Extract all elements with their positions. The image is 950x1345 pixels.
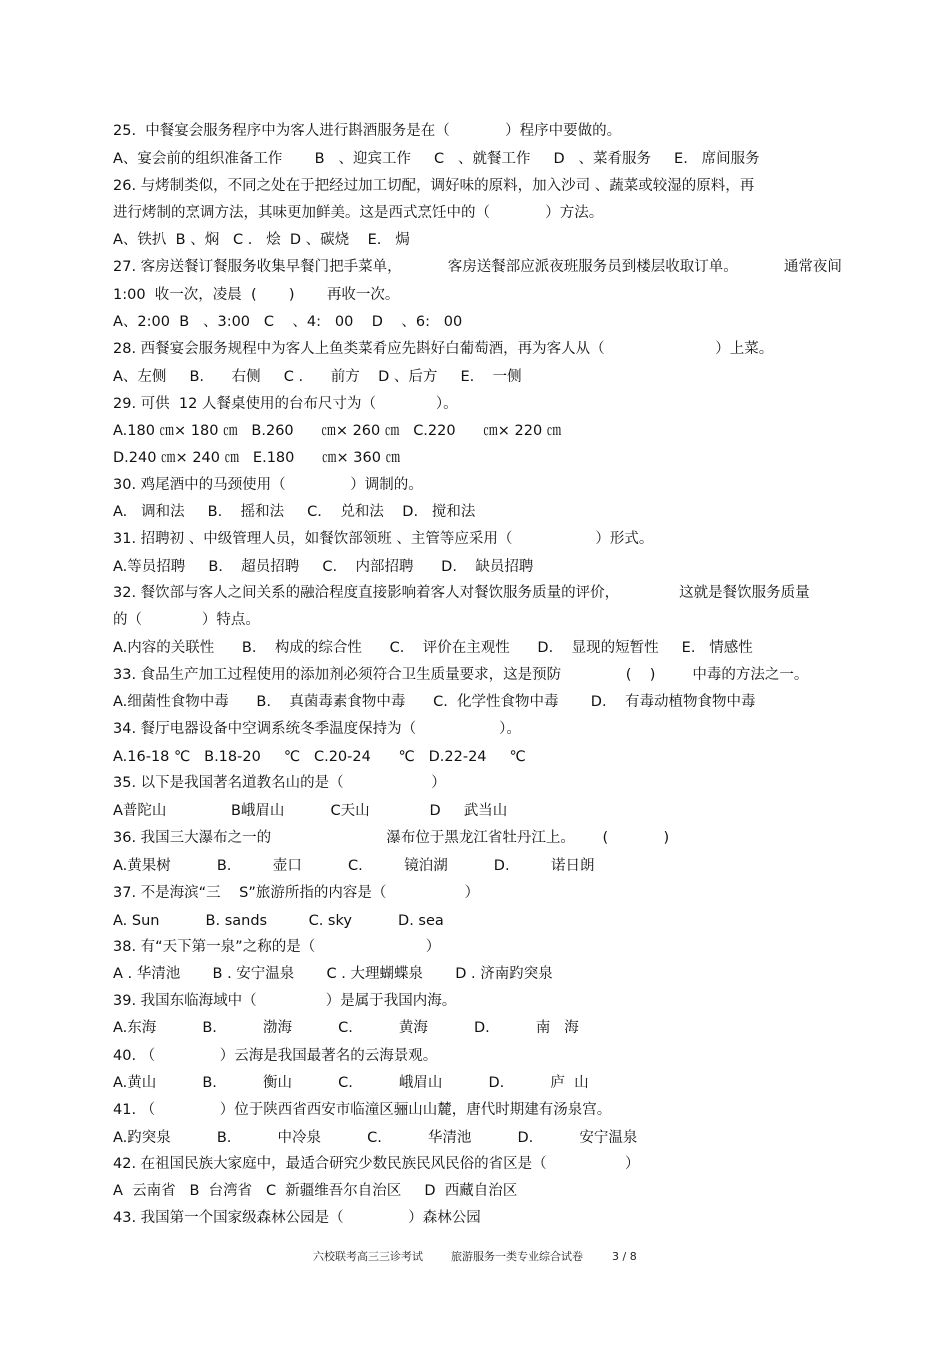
question-39: 39. 我国东临海域中（ ）是属于我国内海。 (113, 993, 457, 1009)
options-32: A.内容的关联性 B. 构成的综合性 C. 评价在主观性 D. 显现的短暂性 E. 情感性 (113, 640, 753, 656)
question-25: 25. 中餐宴会服务程序中为客人进行斟酒服务是在（ ）程序中要做的。 (113, 123, 622, 139)
options-38: A . 华清池 B . 安宁温泉 C . 大理蝴蝶泉 D . 济南趵突泉 (113, 966, 553, 982)
question-31: 31. 招聘初 、中级管理人员，如餐饮部领班 、主管等应采用（ ）形式。 (113, 531, 654, 547)
options-30: A. 调和法 B. 摇和法 C. 兑和法 D. 搅和法 (113, 504, 476, 520)
options-29-b: D.240 ㎝× 240 ㎝ E.180 ㎝× 360 ㎝ (113, 450, 401, 466)
question-43: 43. 我国第一个国家级森林公园是（ ）森林公园 (113, 1210, 481, 1226)
question-27-cont: 1:00 收一次，凌晨 ( ) 再收一次。 (113, 287, 400, 303)
footer-exam-name: 六校联考高三三诊考试 (313, 1250, 423, 1263)
options-34: A.16-18 ℃ B.18-20 ℃ C.20-24 ℃ D.22-24 ℃ (113, 749, 526, 765)
footer-page-number: 3 / 8 (612, 1250, 637, 1263)
question-26-cont: 进行烤制的烹调方法，其味更加鲜美。这是西式烹饪中的（ ）方法。 (113, 205, 604, 221)
question-32: 32. 餐饮部与客人之间关系的融洽程度直接影响着客人对餐饮服务质量的评价， 这就是餐饮服务质量 (113, 585, 810, 601)
options-31: A.等员招聘 B. 超员招聘 C. 内部招聘 D. 缺员招聘 (113, 559, 534, 575)
question-32-cont: 的（ ）特点。 (113, 612, 260, 628)
options-33: A.细菌性食物中毒 B. 真菌毒素食物中毒 C. 化学性食物中毒 D. 有毒动植物食物中毒 (113, 694, 756, 710)
options-26: A、铁扒 B 、焖 C . 烩 D 、碳烧 E. 焗 (113, 232, 410, 248)
question-38: 38. 有“天下第一泉”之称的是（ ） (113, 939, 441, 955)
question-26: 26. 与烤制类似，不同之处在于把经过加工切配，调好味的原料，加入沙司 、蔬菜或较湿的原料，再 (113, 178, 755, 194)
question-35: 35. 以下是我国著名道教名山的是（ ） (113, 775, 446, 791)
question-29: 29. 可供 12 人餐桌使用的台布尺寸为（ ）。 (113, 396, 458, 412)
options-36: A.黄果树 B. 壶口 C. 镜泊湖 D. 诺日朗 (113, 858, 595, 874)
options-28: A、左侧 B. 右侧 C . 前方 D 、后方 E. 一侧 (113, 369, 522, 385)
question-28: 28. 西餐宴会服务规程中为客人上鱼类菜肴应先斟好白葡萄酒，再为客人从（ ）上菜。 (113, 341, 774, 357)
options-35: A普陀山 B峨眉山 C天山 D 武当山 (113, 803, 508, 819)
options-42: A 云南省 B 台湾省 C 新疆维吾尔自治区 D 西藏自治区 (113, 1183, 518, 1199)
question-41: 41. （ ）位于陕西省西安市临潼区骊山山麓，唐代时期建有汤泉宫。 (113, 1102, 612, 1118)
options-39: A.东海 B. 渤海 C. 黄海 D. 南 海 (113, 1020, 579, 1036)
question-42: 42. 在祖国民族大家庭中，最适合研究少数民族民风民俗的省区是（ ） (113, 1156, 640, 1172)
question-36: 36. 我国三大瀑布之一的 瀑布位于黑龙江省牡丹江上。 ( ) (113, 830, 670, 846)
question-40: 40. （ ）云海是我国最著名的云海景观。 (113, 1048, 438, 1064)
question-27: 27. 客房送餐订餐服务收集早餐门把手菜单， 客房送餐部应派夜班服务员到楼层收取订单。 通常夜间 (113, 259, 842, 275)
page-footer (0, 1249, 950, 1265)
options-27: A、2:00 B 、3:00 C 、4: 00 D 、6: 00 (113, 314, 463, 330)
options-40: A.黄山 B. 衡山 C. 峨眉山 D. 庐 山 (113, 1075, 589, 1091)
footer-paper-name: 旅游服务一类专业综合试卷 (451, 1250, 583, 1263)
question-33: 33. 食品生产加工过程使用的添加剂必须符合卫生质量要求，这是预防 ( ) 中毒的方法之一。 (113, 667, 809, 683)
question-34: 34. 餐厅电器设备中空调系统冬季温度保持为（ ）。 (113, 721, 521, 737)
question-37: 37. 不是海滨“三 S”旅游所指的内容是（ ） (113, 885, 480, 901)
question-30: 30. 鸡尾酒中的马颈使用（ ）调制的。 (113, 477, 423, 493)
options-25: A、宴会前的组织准备工作 B 、迎宾工作 C 、就餐工作 D 、菜肴服务 E. 席间服务 (113, 151, 760, 167)
options-29-a: A.180 ㎝× 180 ㎝ B.260 ㎝× 260 ㎝ C.220 ㎝× 220 ㎝ (113, 423, 562, 439)
options-41: A.趵突泉 B. 中冷泉 C. 华清池 D. 安宁温泉 (113, 1130, 638, 1146)
options-37: A. Sun B. sands C. sky D. sea (113, 913, 444, 929)
